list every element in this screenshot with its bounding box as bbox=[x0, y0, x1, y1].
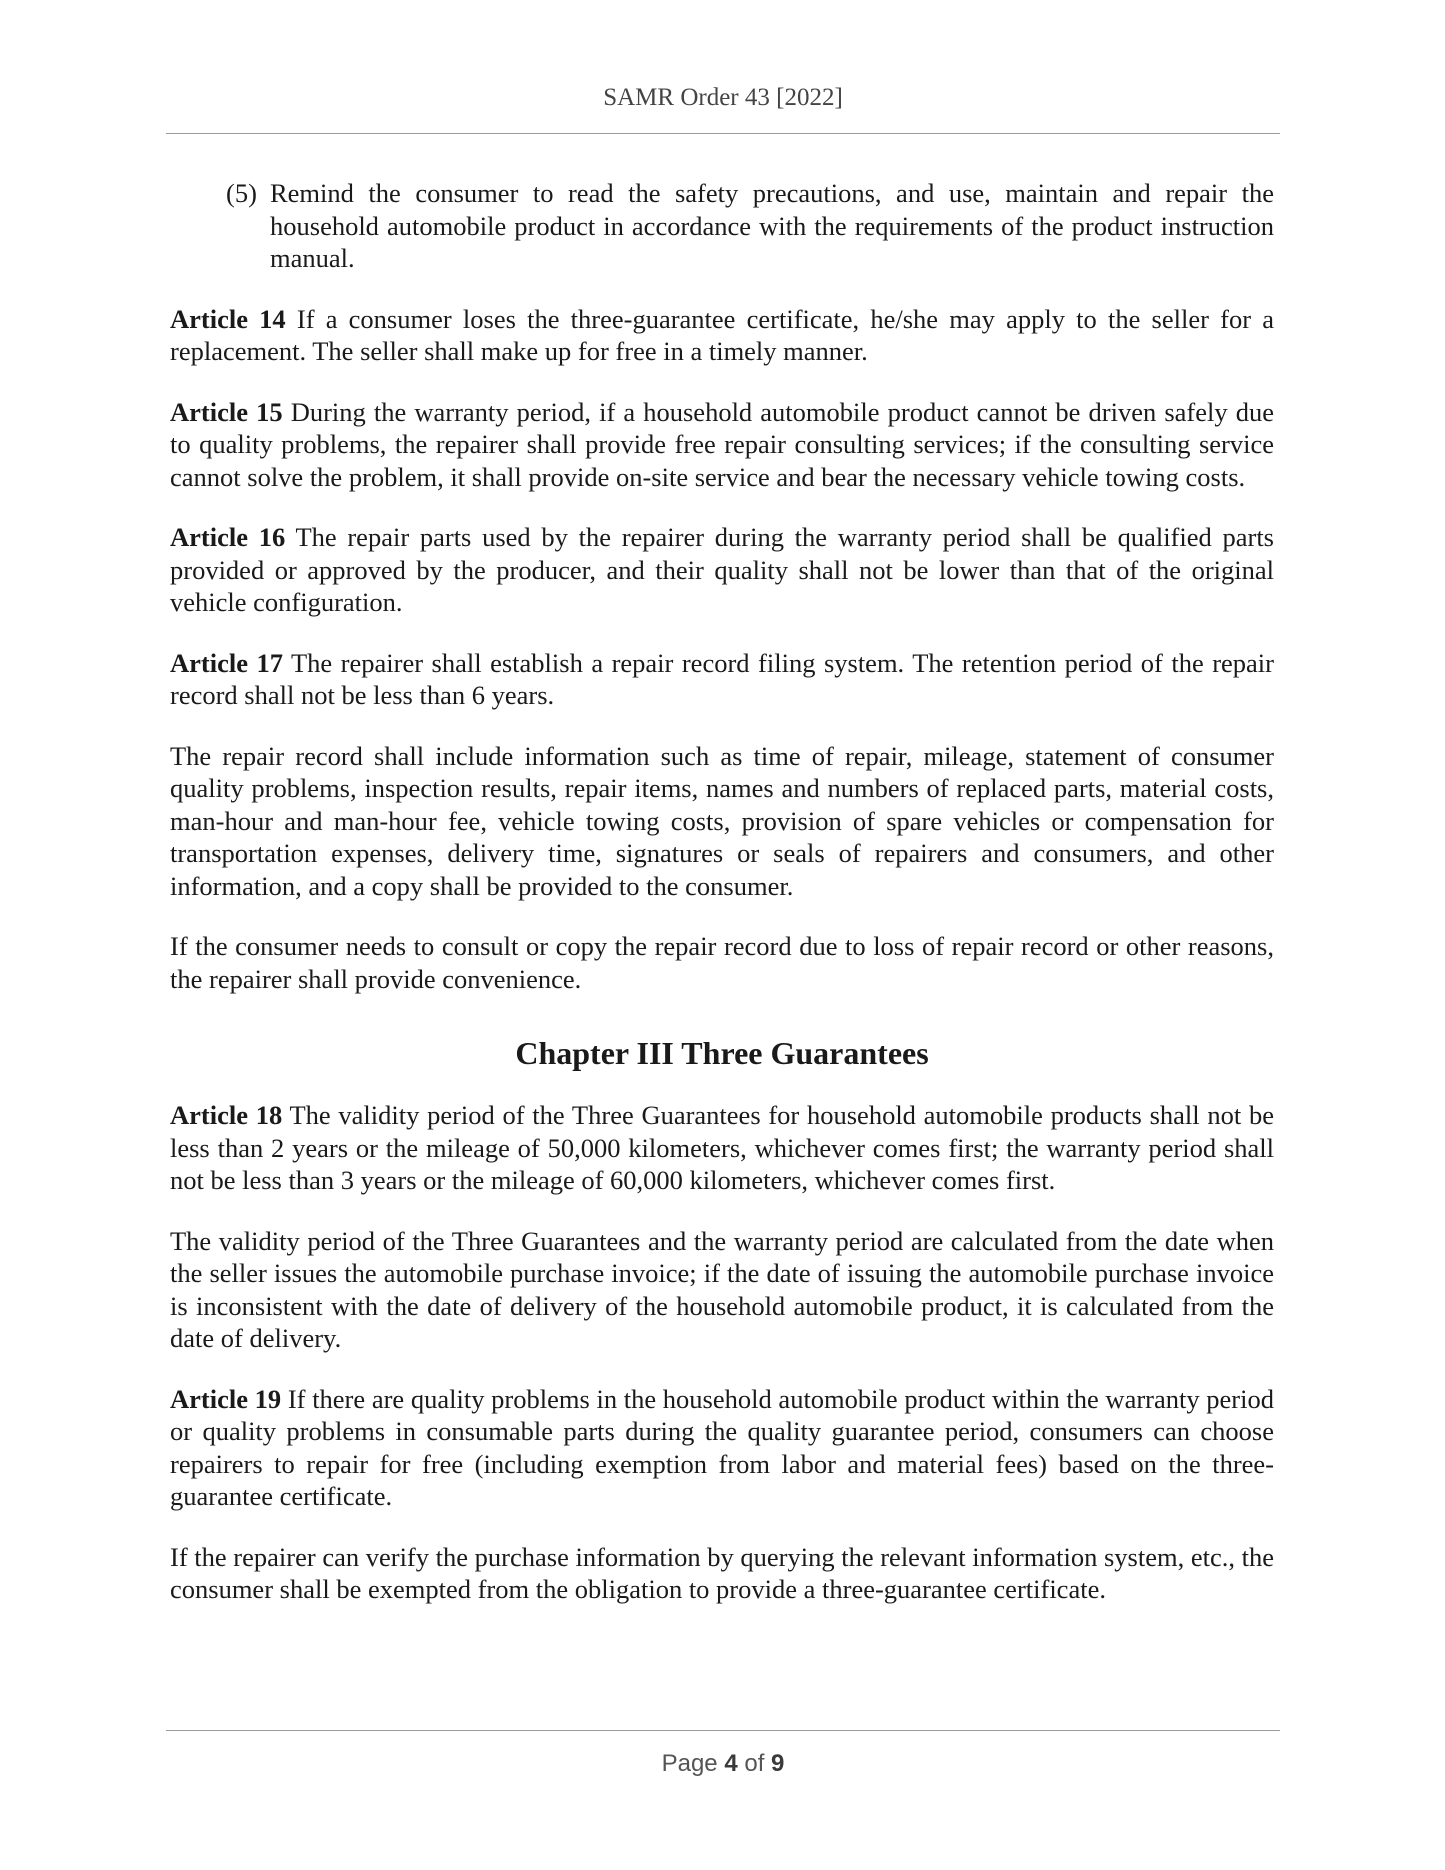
running-header: SAMR Order 43 [2022] bbox=[603, 84, 843, 111]
article-15-label: Article 15 bbox=[170, 396, 283, 427]
page-footer bbox=[166, 1750, 1280, 1778]
article-18-text: The validity period of the Three Guarantees for household automobile products shall not be less than 2 years or the mileage of 50,000 kilometers, whichever comes first; the warranty period shall not be less than 3 years or the mileage of 60,000 kilometers, whichever comes first. bbox=[170, 1100, 1274, 1195]
article-19 bbox=[170, 1383, 1274, 1513]
article-17-paragraph-3: If the consumer needs to consult or copy the repair record due to loss of repair record or other reasons, the repairer shall provide convenience. bbox=[170, 931, 1274, 994]
article-16-text: The repair parts used by the repairer during the warranty period shall be qualified parts provided or approved by the producer, and their quality shall not be lower than that of the original vehicle configuration. bbox=[170, 522, 1274, 617]
article-19-label: Article 19 bbox=[170, 1383, 282, 1414]
article-17-paragraph-2: The repair record shall include information such as time of repair, mileage, statement of consumer quality problems, inspection results, repair items, names and numbers of replaced parts, material costs, man-hour and man-hour fee, vehicle towing costs, provision of spare vehicles or compensation for transportation expenses, delivery time, signatures or seals of repairers and consumers, and other information, and a copy shall be provided to the consumer. bbox=[170, 740, 1274, 901]
article-18-label: Article 18 bbox=[170, 1100, 283, 1130]
article-16-label: Article 16 bbox=[170, 522, 286, 552]
of-word: of bbox=[744, 1750, 765, 1777]
article-16 bbox=[170, 521, 1274, 619]
article-15-text: During the warranty period, if a household automobile product cannot be driven safely due to quality problems, the repairer shall provide free repair consulting services; if the consulting service cannot solve the problem, it shall provide on-site service and bear the necessary vehicle towing costs. bbox=[170, 396, 1275, 492]
article-17 bbox=[170, 647, 1274, 712]
current-page-number: 4 bbox=[724, 1750, 738, 1777]
footer-divider bbox=[166, 1730, 1280, 1731]
article-14-text: If a consumer loses the three-guarantee certificate, he/she may apply to the seller for a replacement. The seller shall make up for free in a timely manner. bbox=[170, 303, 1274, 366]
list-item-number: (5) bbox=[226, 178, 257, 208]
list-item-5 bbox=[226, 177, 1274, 275]
article-14-label: Article 14 bbox=[170, 303, 286, 334]
article-18-paragraph-2: The validity period of the Three Guarantees and the warranty period are calculated from the date when the seller issues the automobile purchase invoice; if the date of issuing the automobile purchase invoice is inconsistent with the date of delivery of the household automobile product, it is calculated from the date of delivery. bbox=[170, 1225, 1274, 1353]
page-word: Page bbox=[661, 1750, 718, 1777]
article-15 bbox=[170, 396, 1274, 494]
header-divider bbox=[166, 133, 1280, 134]
chapter-heading: Chapter III Three Guarantees bbox=[515, 1035, 929, 1071]
total-page-count: 9 bbox=[771, 1750, 785, 1777]
article-19-paragraph-2: If the repairer can verify the purchase information by querying the relevant information system, etc., the consumer shall be exempted from the obligation to provide a three-guarantee certificate. bbox=[170, 1541, 1274, 1604]
list-item-text: Remind the consumer to read the safety precautions, and use, maintain and repair the household automobile product in accordance with the requirements of the product instruction manual. bbox=[270, 178, 1274, 273]
article-17-label: Article 17 bbox=[170, 647, 283, 678]
article-17-text: The repairer shall establish a repair record filing system. The retention period of the repair record shall not be less than 6 years. bbox=[170, 647, 1274, 710]
article-18 bbox=[170, 1099, 1274, 1197]
article-14 bbox=[170, 303, 1274, 368]
article-19-text: If there are quality problems in the household automobile product within the warranty period or quality problems in consumable parts during the quality guarantee period, consumers can choose repairers to repair for free (including exemption from labor and material fees) based on the three-guarantee certificate. bbox=[170, 1383, 1274, 1511]
document-body bbox=[170, 177, 1274, 1634]
